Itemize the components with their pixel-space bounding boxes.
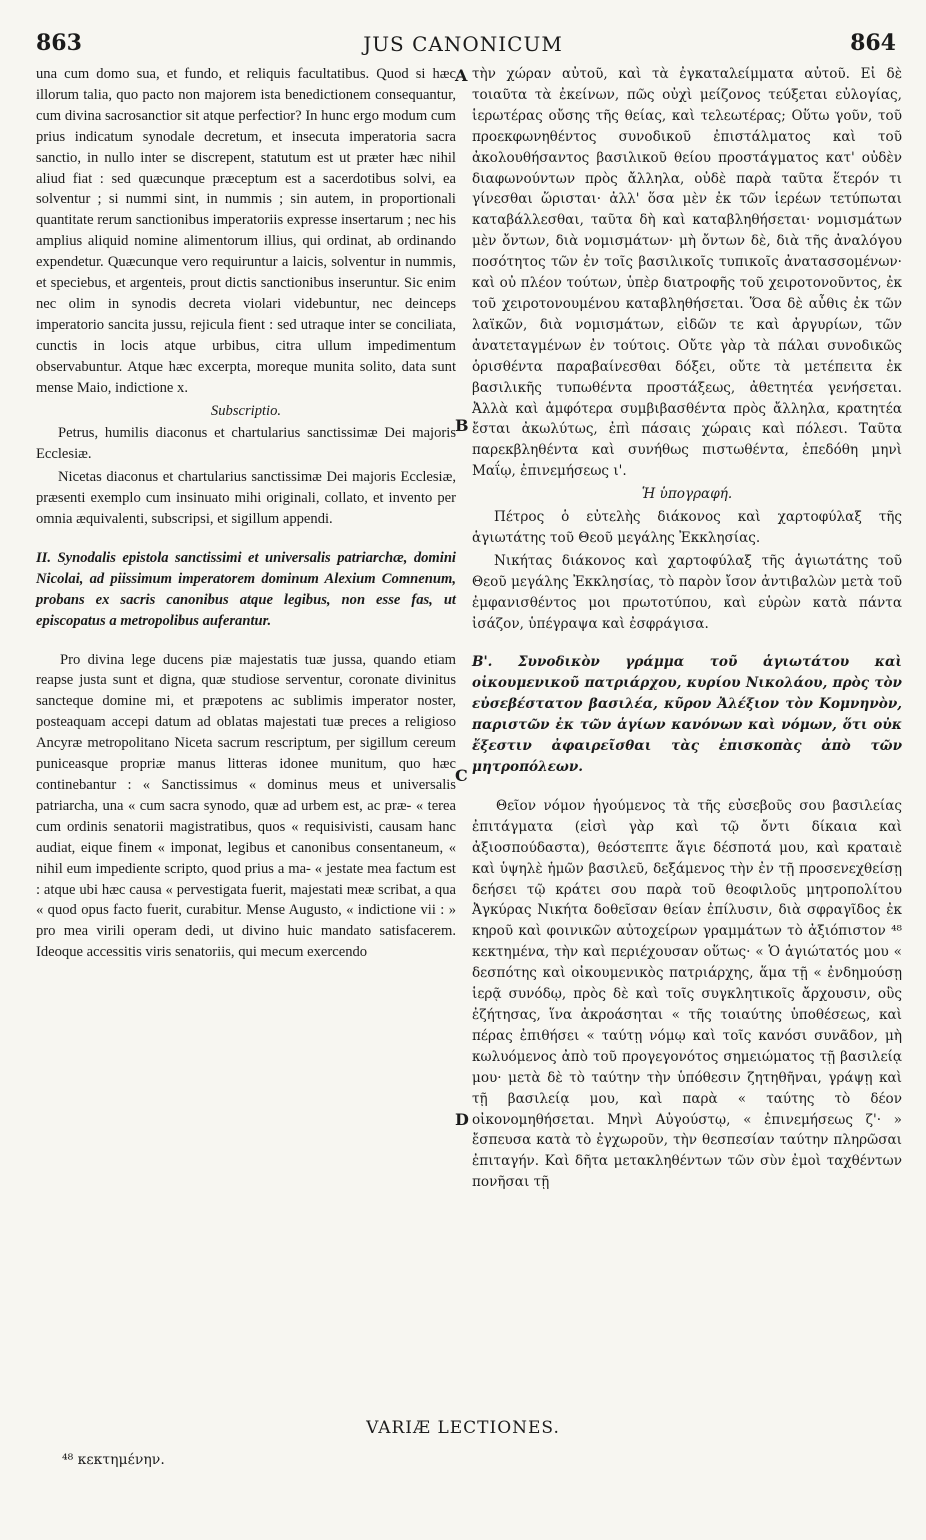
greek-epistle-title: Β'. Συνοδικὸν γράμμα τοῦ ἁγιωτάτου καὶ οἰκουμενικοῦ πατριάρχου, κυρίου Νικολάου, πρὸς τὸν εὐσεβέστατον βασιλέα, κῦρον Ἀλέξιον τὸν Κομνηνὸν, παριστῶν ἐκ τῶν ἁγίων κανόνων καὶ νόμων, ὅτι οὐκ ἔξεστιν ἀφαιρεῖσθαι τὰς ἐπισκοπὰς ἀπὸ τῶν μητροπόλεων. <box>472 654 902 775</box>
greek-petrus: Πέτρος ὁ εὐτελὴς διάκονος καὶ χαρτοφύλαξ τῆς ἁγιωτάτης τοῦ Θεοῦ μεγάλης Ἐκκλησίας. <box>472 509 902 546</box>
latin-subscriptio: Subscriptio. <box>210 402 282 419</box>
variae-lectiones-note: ⁴⁸ κεκτημένην. <box>62 1452 165 1468</box>
margin-marker-a: A <box>455 66 468 85</box>
running-head: JUS CANONICUM <box>363 32 563 56</box>
greek-subscriptio: Ἡ ὑπογραφή. <box>641 486 733 503</box>
latin-petrus: Petrus, humilis diaconus et chartularius sanctissimæ Dei majoris Ecclesiæ. <box>36 425 456 463</box>
latin-column <box>36 64 456 963</box>
page-header <box>30 30 896 64</box>
latin-epistle-title: II. Synodalis epistola sanctissimi et universalis patriarchæ, domini Nicolai, ad piissimum imperatorem dominum Alexium Comnenum, probans ex sacris canonibus atque legibus, non esse fas, ut episcopatus a metropolibus auferantur. <box>36 549 456 629</box>
margin-marker-d: D <box>455 1110 469 1129</box>
right-page-number: 864 <box>850 30 896 56</box>
margin-marker-c: C <box>455 766 468 785</box>
greek-nicetas: Νικήτας διάκονος καὶ χαρτοφύλαξ τῆς ἁγιωτάτης τοῦ Θεοῦ μεγάλης Ἐκκλησίας, τὸ παρὸν ἴσον ἀντιβαλὼν μετὰ τοῦ ἐμφανισθέντος μοι πρωτοτύπου, καὶ εὑρὼν κατὰ πάντα ἰσάζον, ὑπέγραψα καὶ ἐσφράγισα. <box>472 552 902 632</box>
latin-epistle-body: Pro divina lege ducens piæ majestatis tuæ jussa, quando etiam reapse justa sunt et digna, quæ studiose serventur, coronate divinitus sancteque domine mi, et præpotens ac sublimis imperator noster, posteaquam accepi datum ad oblatas majestati tuæ preces a religioso Ancyræ metropolitano Niceta sacrum rescriptum, per sigillum cereum puniceasque propriæ manus litteras idonee munitum, quo hæc continebantur : « Sanctissimus « dominus meus et universalis patriarcha, una « cum sacra synodo, quæ ad urbem est, ac præ- « terea cum ordinis senatorii magistratibus, quos « requisivisti, causam hanc audiat, eique finem « imponat, legibus et canonibus consentaneum, « nihil eum impediente scripto, quod prius a ma- « jestate mea factum est : atque ubi hæc causa « pervestigata fuerit, majestati meæ scribat, a qua « quod opus facto fuerit, curabitur. Mense Augusto, « indictione vii : » pro mea virili operam dedi, ut divino huic mandato satisfacerem. Ideoque accessitis viris senatoriis, qui mecum exercendo <box>36 651 456 961</box>
latin-paragraph-1: una cum domo sua, et fundo, et reliquis facultatibus. Quod si hæc illorum talia, quo pacto non majorem ista benedictionem consequantur, cum divina sacrosanctior sit atque perfectior? In hunc ergo modum cum prius indicatum synodale decretum, et insecuta imperatoria sacra sanctio, in nullo inter se discrepent, statutum est ut præter hæc nihil aliud fiat : sed quæcunque præceptum est a sacerdotibus solvi, ea solventur ; si nummi sint, in nummis ; sin autem, in proportionali quantitate rerum sanctionibus imperatoriis expresse insertarum ; nec his amplius aliquid nomine alimentorum illius, qui ordinat, ab ordinando expendetur. Quæcunque vero requiruntur a laicis, solventur in nummis, et speciebus, et argenteis, prout dictis sanctionibus inseruntur. Sic enim nec olim in synodis decreta violari videbuntur, nec deinceps imperatorio sancita jussu, rejicula fient : sed utraque inter se conciliata, cunctis in locis atque urbibus, citra ullum impedimentum observabuntur. Atque hæc excerpta, moreque munita solito, data sunt mense Maio, indictione x. <box>36 66 456 396</box>
left-page-number: 863 <box>36 30 82 56</box>
latin-nicetas: Nicetas diaconus et chartularius sanctissimæ Dei majoris Ecclesiæ, præsenti exemplo cum insinuato mihi originali, collato, et invento per omnia æquivalenti, subscripsi, et sigillum appendi. <box>36 469 456 528</box>
variae-lectiones-heading: VARIÆ LECTIONES. <box>366 1418 560 1438</box>
margin-marker-b: B <box>455 416 469 435</box>
greek-epistle-body: Θεῖον νόμον ἡγούμενος τὰ τῆς εὐσεβοῦς σου βασιλείας ἐπιτάγματα (εἰσὶ γὰρ καὶ τῷ ὄντι δίκαια καὶ ἀξιοσπούδαστα), θεόστεπτε ἅγιε δέσποτά μου, καὶ κραταιὲ καὶ ὑψηλὲ ἡμῶν βασιλεῦ, δεξάμενος τὴν ἐν τῇ προσενεχθείσῃ δεήσει τῷ κράτει σου παρὰ τοῦ θεοφιλοῦς μητροπολίτου Ἀγκύρας Νικήτα δοθεῖσαν θείαν ἐπίλυσιν, διὰ σφραγῖδος ἐκ κηροῦ καὶ φοινικῶν αὐτοχείρων γραμμάτων τὸ ἀξιόπιστον ⁴⁸ κεκτημένα, τὴν καὶ περιέχουσαν οὕτως· « Ὁ ἁγιώτατός μου « δεσπότης καὶ οἰκουμενικὸς πατριάρχης, ἅμα τῇ « ἐνδημούσῃ ἱερᾷ συνόδῳ, πρὸς δὲ καὶ τοῖς συγκλητικοῖς ἄρχουσιν, οὓς ἐζήτησας, ἵνα ἀκροάσηται « τῆς τοιαύτης ὑποθέσεως, καὶ πέρας ἐπιθήσει « ταύτῃ νόμῳ καὶ τοῖς κανόσι συνᾶδον, μὴ κωλυόμενος ἀπὸ τοῦ προγεγονότος σημειώματος τῇ βασιλείᾳ μου· μετὰ δὲ τὸ ταύτην τὴν ὑπόθεσιν ζητηθῆναι, γράψῃ καὶ τῇ βασιλείᾳ μου, καὶ παρὰ « ταύτης τὸ δέον οἰκονομηθήσεται. Μηνὶ Αὐγούστῳ, « ἐπινεμήσεως ζ'· » ἔσπευσα κατὰ τὸ ἐγχωροῦν, τὴν θεσπεσίαν ταύτην πληρῶσαι ἐπιταγήν. Καὶ δῆτα μετακληθέντων τῶν σὺν ἐμοὶ ταχθέντων πονῆσαι τῇ <box>472 797 902 1191</box>
greek-column <box>472 64 902 1193</box>
greek-paragraph-1: τὴν χώραν αὐτοῦ, καὶ τὰ ἐγκαταλείμματα αὐτοῦ. Εἰ δὲ τοιαῦτα τὰ ἐκείνων, πῶς οὐχὶ μείζονος τεύξεται εὐλογίας, ἱερωτέρας οὔσης τῆς θείας, καὶ τελεωτέρας; Οὕτω γοῦν, τοῦ προεκφωνηθέντος συνοδικοῦ ἐπιστάλματος καὶ τοῦ ἀκολουθήσαντος βασιλικοῦ θείου προστάγματος κατ' οὐδὲν διαφωνούντων πρὸς ἄλληλα, οὐδὲ παρὰ ταῦτα ἕτερόν τι γίνεσθαι ὥρισται· ἀλλ' ὅσα μὲν ἐκ τῶν ἱερέων τετύπωται καταβάλλεσθαι, ταῦτα δὴ καὶ καταβληθήσεται· νομισμάτων μὲν ὄντων, διὰ νομισμάτων· μὴ ὄντων δὲ, διὰ τῆς ἀναλόγου ποσότητος τῶν ἐν τοῖς βασιλικοῖς τυπικοῖς ἀνατασσομένων· καὶ οὐ πλέον τούτων, ὑπὲρ διατροφῆς τοῦ χειροτονοῦντος, ἐκ τοῦ χειροτονουμένου καταβληθήσεται. Ὅσα δὲ αὖθις ἐκ τῶν λαϊκῶν, διὰ νομισμάτων, εἰδῶν τε καὶ ἀργυρίων, τῶν ἀνατεταγμένων ἐν τούτοις. Οὔτε γὰρ τὰ πάλαι συνοδικῶς ὁρισθέντα παραβαίνεσθαι δόξει, οὔτε τὰ μετέπειτα ἐκ βασιλικῆς τυπωθέντα προστάξεως, ἀθετητέα γενήσεται. Ἀλλὰ καὶ ἀμφότερα συμβιβασθέντα πρὸς ἄλληλα, κρατητέα ἔσται ἀκωλύτως, ἐπὶ πάσαις χώραις καὶ πόλεσι. Ταῦτα παρεκβληθέντα καὶ συνήθως πιστωθέντα, ἐπεδόθη μηνὶ Μαΐῳ, ἐπινεμήσεως ι'. <box>472 66 902 480</box>
